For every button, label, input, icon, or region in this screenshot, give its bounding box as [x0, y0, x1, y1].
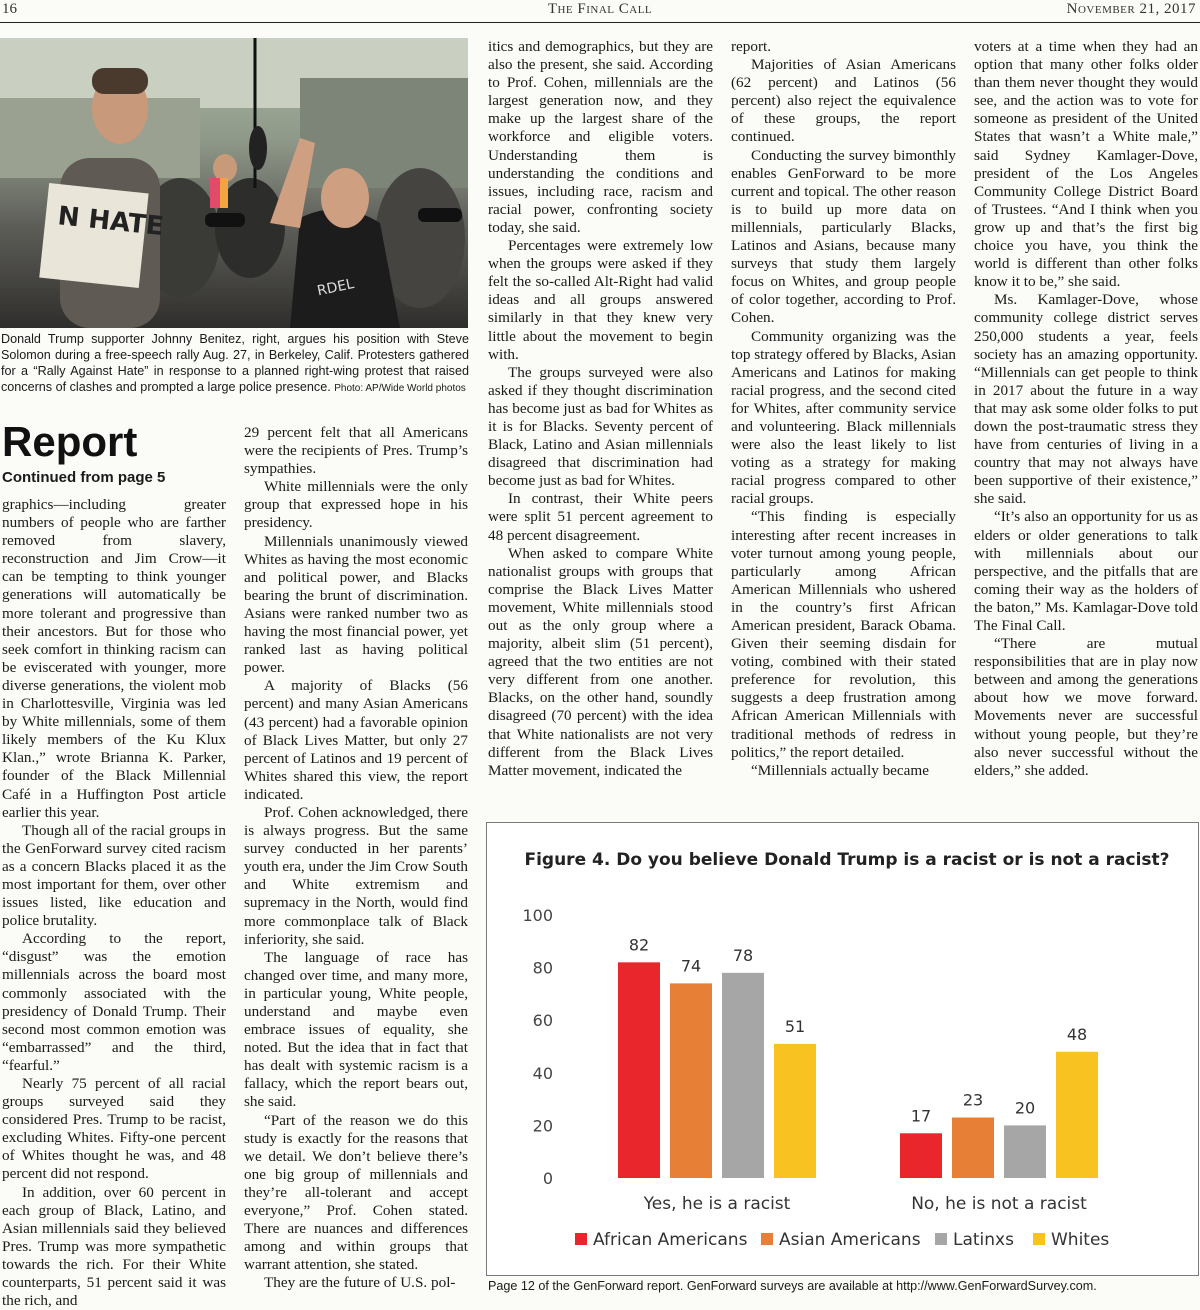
sign-text: N HATE	[56, 201, 165, 243]
bar-chart-figure	[486, 822, 1199, 1276]
bar-data-label: 82	[628, 935, 650, 955]
legend-swatch	[575, 1233, 587, 1245]
legend-label: Asian Americans	[779, 1230, 921, 1250]
bar-data-label: 20	[1014, 1098, 1036, 1118]
bar-latinxs	[722, 973, 764, 1178]
paragraph: “There are mutual responsibilities that are in play now between and among the generations about how we move forward. Movements never are successful without young people, but they’re also never successful without the elders,” she added.	[974, 635, 1198, 779]
photo-caption-text: Donald Trump supporter Johnny Benitez, right, argues his position with Steve Solomon during a free-speech rally Aug. 27, in Berkeley, Calif. Protesters gathered for a “Rally Against Hate” in response to a planned right-wing protest that raised concerns of clashes and prompted a large police presence.	[1, 332, 469, 394]
paragraph: In addition, over 60 percent in each group of Black, Latino, and Asian millennials said they believed Pres. Trump was more sympathetic towards the rich. For their White counterparts, 51 percent said it was the rich, and	[2, 1183, 226, 1310]
article-column-2	[244, 424, 468, 1293]
paragraph: Conducting the survey bimonthly enables GenForward to be more current and topical. The other reason is to build up more data on millennials, particularly Blacks, Latinos and Asians, because many surveys that study them largely focus on Whites, and group people of color together, according to Prof. Cohen.	[731, 146, 956, 327]
bar-data-label: 74	[680, 956, 702, 976]
page-number: 16	[2, 1, 17, 17]
paragraph: “Millennials actually became	[751, 761, 929, 779]
y-tick-label: 100	[522, 906, 553, 925]
shirt-text: RDEL	[315, 276, 356, 300]
paragraph: Ms. Kamlager-Dove, whose community college district serves 250,000 students a year, feels society has an amazing opportunity. “Millennials can get people to think in 2017 about the future in a way that may ask some older folks to put down the post-traumatic stress they have from centuries of living in a country that may not always have been supportive of their existence,” she said.	[974, 291, 1198, 508]
paragraph: They are the future of U.S. pol-	[264, 1274, 456, 1292]
bar-latinxs	[1004, 1125, 1046, 1178]
bar-data-label: 51	[784, 1016, 806, 1036]
article-column-3	[488, 38, 713, 780]
news-photo	[0, 38, 468, 328]
paragraph: Though all of the racial groups in the GenForward survey cited racism as a concern Blacks placed it as the most important for them, over other issues listed, like education and police brutality.	[2, 821, 226, 930]
paragraph: Community organizing was the top strategy offered by Blacks, Asian Americans and Latinos for making racial progress, and the second cited for Whites, after community service and volunteering. Black millennials were also the least likely to list voting as a strategy for making racial progress compared to other racial groups.	[731, 327, 956, 508]
paragraph: Nearly 75 percent of all racial groups surveyed said they considered Pres. Trump to be racist, excluding Whites. Fifty-one percent of Whites thought he was, and 48 percent did not respond.	[2, 1075, 226, 1183]
paragraph: When asked to compare White nationalist groups with groups that comprise the Black Lives Matter movement, White millennials stood out as the only group where a majority, albeit slim (51 percent), agreed that the two entities are not very different from one another. Blacks, on the other hand, soundly disagreed (70 percent) with the idea that White nationalists are not very different from the Black Lives Matter movement, indicated the	[488, 544, 713, 779]
bar-data-label: 48	[1066, 1024, 1088, 1044]
bar-chart	[487, 823, 1198, 1275]
chart-title: Figure 4. Do you believe Donald Trump is a racist or is not a racist?	[524, 850, 1170, 870]
y-tick-label: 20	[532, 1116, 553, 1136]
y-tick-label: 0	[542, 1169, 553, 1188]
bar-data-label: 23	[962, 1090, 984, 1110]
continued-note: Continued from page 5	[2, 469, 166, 486]
bar-data-label: 17	[910, 1106, 932, 1126]
legend-label: Whites	[1051, 1230, 1110, 1250]
article-column-4	[731, 38, 956, 780]
paragraph: Majorities of Asian Americans (62 percent) and Latinos (56 percent) also reject the equivalence of these groups, the report continued.	[731, 56, 956, 146]
article-title: Report	[2, 418, 138, 465]
paragraph: The groups surveyed were also asked if they thought discrimination has become just as bad for Whites as it is for Blacks. Seventy percent of Black, Latino and Asian millennials disagreed that discrimination had become just as bad for Whites.	[488, 363, 713, 490]
x-category-label: No, he is not a racist	[911, 1194, 1087, 1214]
bar-whites	[1056, 1052, 1098, 1178]
paragraph: A majority of Blacks (56 percent) and many Asian Americans (43 percent) had a favorable opinion of Black Lives Matter, but only 27 percent of Latinos and 19 percent of Whites shared this view, the report indicated.	[244, 677, 468, 803]
bar-asian-americans	[952, 1118, 994, 1178]
y-tick-label: 40	[532, 1063, 553, 1083]
y-tick-label: 80	[532, 958, 553, 978]
legend-label: Latinxs	[953, 1230, 1014, 1250]
paragraph: “This finding is especially interesting after recent increases in voter turnout among young people, particularly among African American Millennials who ushered in the country’s first African American president, Barack Obama. Given their seeming disdain for voting, combined with their stated preference for revolution, this suggests a deep frustration among African American Millennials with traditional methods of redress in politics,” the report detailed.	[731, 508, 956, 761]
paragraph: According to the report, “disgust” was the emotion millennials across the board most commonly associated with the presidency of Donald Trump. Their second most common emotion was “embarrassed” and the third, “fearful.”	[2, 930, 226, 1074]
paragraph: Prof. Cohen acknowledged, there is always progress. But the same survey conducted in her parents’ youth era, under the Jim Crow South and White extremism and supremacy in the North, would find more commonplace talk of Black inferiority, she said.	[244, 803, 468, 948]
bar-asian-americans	[670, 983, 712, 1178]
y-tick-label: 60	[532, 1011, 553, 1031]
article-column-5	[974, 38, 1198, 780]
paragraph: itics and demographics, but they are also the present, she said. According to Prof. Cohen, millennials are the largest generation now, and they make up the largest share of the workforce and eligible voters. Understanding them is understanding the conditions and issues, including race, racism and racial power, confronting society today, she said.	[488, 38, 713, 236]
paragraph: “It’s also an opportunity for us as elders or older generations to talk with millennials about our perspective, and the pitfalls that are coming their way as the holders of the baton,” Ms. Kamlagar-Dove told The Final Call.	[974, 508, 1198, 634]
chart-caption: Page 12 of the GenForward report. GenForward surveys are available at http://www.GenForwardSurvey.com.	[488, 1279, 1097, 1293]
page-header	[0, 0, 1200, 23]
issue-date: November 21, 2017	[1066, 1, 1196, 17]
paragraph: 29 percent felt that all Americans were the recipients of Pres. Trump’s sympathies.	[244, 424, 468, 478]
article-column-1	[2, 496, 226, 1310]
paragraph: report.	[731, 38, 772, 55]
bar-data-label: 78	[732, 945, 754, 965]
paragraph: voters at a time when they had an option that many other folks older than them never thought they would see, and the action was to vote for someone as president of the United States that wasn’t a White male,” said Sydney Kamlager-Dove, president of the Los Angeles Community College District Board of Trustees. “And I think when you grow up and that’s the first big choice you have, you think the world is different than other folks know it to be,” she said.	[974, 38, 1198, 291]
x-category-label: Yes, he is a racist	[643, 1194, 791, 1214]
bar-african-americans	[618, 962, 660, 1178]
paragraph: graphics—including greater numbers of people who are farther removed from slavery, reconstruction and Jim Crow—it can be tempting to think younger generations will automatically be more tolerant and progressive than their ancestors. But for those who seek comfort in thinking racism can be eviscerated with younger, more diverse generations, the violent mob in Charlottesville, Virginia was led by White millennials, some of them likely members of the Ku Klux Klan.,” wrote Brianna K. Parker, founder of the Black Millennial Café in a Huffington Post article earlier this year.	[2, 496, 226, 821]
paragraph: Percentages were extremely low when the groups were asked if they felt the so-called Alt-Right had valid ideas and all groups answered similarly in that they knew very little about the movement to begin with.	[488, 237, 713, 363]
photo-illustration	[0, 38, 468, 328]
legend-swatch	[1033, 1233, 1045, 1245]
paragraph: “Part of the reason we do this study is exactly for the reasons that we detail. We don’t believe there’s one big group of millennials and they’re all-tolerant and accept everyone,” Prof. Cohen stated. There are nuances and differences among and within groups that warrant attention, she stated.	[244, 1111, 468, 1274]
newspaper-name: The Final Call	[547, 1, 653, 17]
paragraph: White millennials were the only group that expressed hope in his presidency.	[244, 478, 468, 532]
photo-credit: Photo: AP/Wide World photos	[334, 383, 466, 394]
paragraph: In contrast, their White peers were split 51 percent agreement to 48 percent disagreement.	[488, 490, 713, 544]
bar-african-americans	[900, 1133, 942, 1178]
photo-caption	[1, 331, 469, 397]
bar-whites	[774, 1044, 816, 1178]
legend-swatch	[935, 1233, 947, 1245]
legend-swatch	[761, 1233, 773, 1245]
paragraph: Millennials unanimously viewed Whites as having the most economic and political power, and Blacks bearing the brunt of discrimination. Asians were ranked number two as having the most financial power, yet ranked last as having political power.	[244, 532, 468, 677]
paragraph: The language of race has changed over time, and many more, in particular young, White people, understand and maybe even embrace issues of equality, she noted. But the idea that in fact that has dealt with systemic racism is a fallacy, which the report bears out, she said.	[244, 948, 468, 1111]
legend-label: African Americans	[593, 1230, 748, 1250]
